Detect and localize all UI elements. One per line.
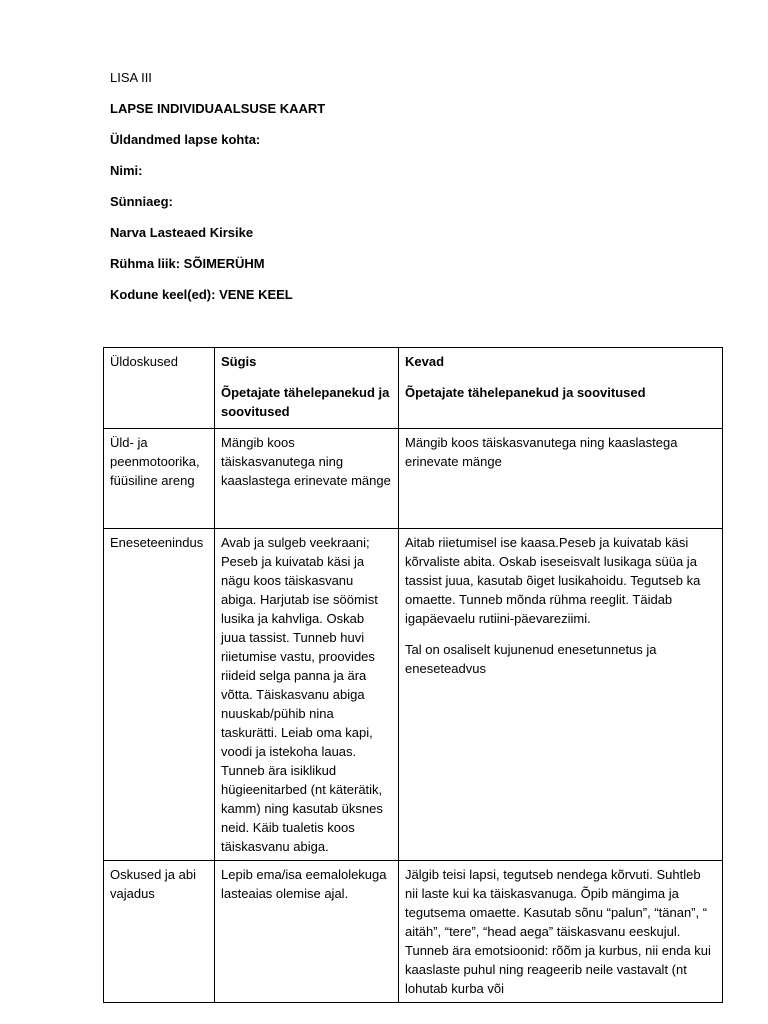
table-row <box>104 861 723 1003</box>
header-spring-subtitle: Õpetajate tähelepanekud ja soovitused <box>405 385 646 400</box>
header-skills-label: Üldoskused <box>110 354 178 369</box>
table-row <box>104 529 723 861</box>
autumn-cell <box>215 861 399 1003</box>
name-field: Nimi: <box>110 163 143 178</box>
skills-table <box>103 347 723 1003</box>
skill-text: Oskused ja abi vajadus <box>110 867 196 901</box>
spring-text: Aitab riietumisel ise kaasa.Peseb ja kuivatab käsi kõrvaliste abita. Oskab iseseisvalt lusikaga süüa ja tassist juua, kasutab õiget lusikahoidu. Tegutseb ka omaette. Tunneb mõnda rühma reeglit. Täidab igapäevaelu rutiini-päevareziimi. <box>405 535 701 626</box>
header-skills <box>104 348 215 429</box>
header-autumn <box>215 348 399 429</box>
table-header-row <box>104 348 723 429</box>
spring-cell <box>399 429 723 529</box>
spring-cell <box>399 861 723 1003</box>
home-language: Kodune keel(ed): VENE KEEL <box>110 287 293 302</box>
spring-text: Mängib koos täiskasvanutega ning kaaslastega erinevate mänge <box>405 435 678 469</box>
spring-text-extra: Tal on osaliselt kujunenud enesetunnetus ja eneseteadvus <box>405 642 657 676</box>
spring-text: Jälgib teisi lapsi, tegutseb nendega kõrvuti. Suhtleb nii laste kui ka täiskasvanuga. Õpib mängima ja tegutsema omaette. Kasutab sõnu “palun”, “tänan”, “ aitäh”, “tere”, “head aega” täiskasvanu eeskujul. Tunneb ära emotsioonid: rõõm ja kurbus, nii enda kui kaaslaste puhul ning reageerib neile vastavalt (nt lohutab kurba või <box>405 867 711 996</box>
skill-text: Eneseteenindus <box>110 535 204 550</box>
document-title: LAPSE INDIVIDUAALSUSE KAART <box>110 101 326 116</box>
group-type: Rühma liik: SÕIMERÜHM <box>110 256 265 271</box>
header-autumn-subtitle: Õpetajate tähelepanekud ja soovitused <box>221 385 390 419</box>
header-spring-season: Kevad <box>405 354 445 369</box>
skill-text: Üld- ja peenmotoorika, füüsiline areng <box>110 435 200 488</box>
header-autumn-season: Sügis <box>221 354 257 369</box>
autumn-cell <box>215 529 399 861</box>
autumn-text: Lepib ema/isa eemalolekuga lasteaias olemise ajal. <box>221 867 387 901</box>
skill-cell <box>104 861 215 1003</box>
birthdate-field: Sünniaeg: <box>110 194 173 209</box>
lisa-label: LISA III <box>110 70 152 85</box>
header-spring <box>399 348 723 429</box>
table-row <box>104 429 723 529</box>
autumn-text: Mängib koos täiskasvanutega ning kaaslastega erinevate mänge <box>221 435 391 488</box>
autumn-text: Avab ja sulgeb veekraani; Peseb ja kuivatab käsi ja nägu koos täiskasvanu abiga. Harjutab ise söömist lusika ja kahvliga. Oskab juua tassist. Tunneb huvi riietumise vastu, proovides riideid selga panna ja ära võtta. Täiskasvanu abiga nuuskab/pühib nina taskurätti. Leiab oma kapi, voodi ja istekoha lauas. Tunneb ära isiklikud hügieenitarbed (nt käterätik, kamm) ning kasutab üksnes neid. Käib tualetis koos täiskasvanu abiga. <box>221 535 383 854</box>
skill-cell <box>104 529 215 861</box>
autumn-cell <box>215 429 399 529</box>
kindergarten-name: Narva Lasteaed Kirsike <box>110 225 254 240</box>
spring-cell <box>399 529 723 861</box>
skill-cell <box>104 429 215 529</box>
general-data-heading: Üldandmed lapse kohta: <box>110 132 261 147</box>
